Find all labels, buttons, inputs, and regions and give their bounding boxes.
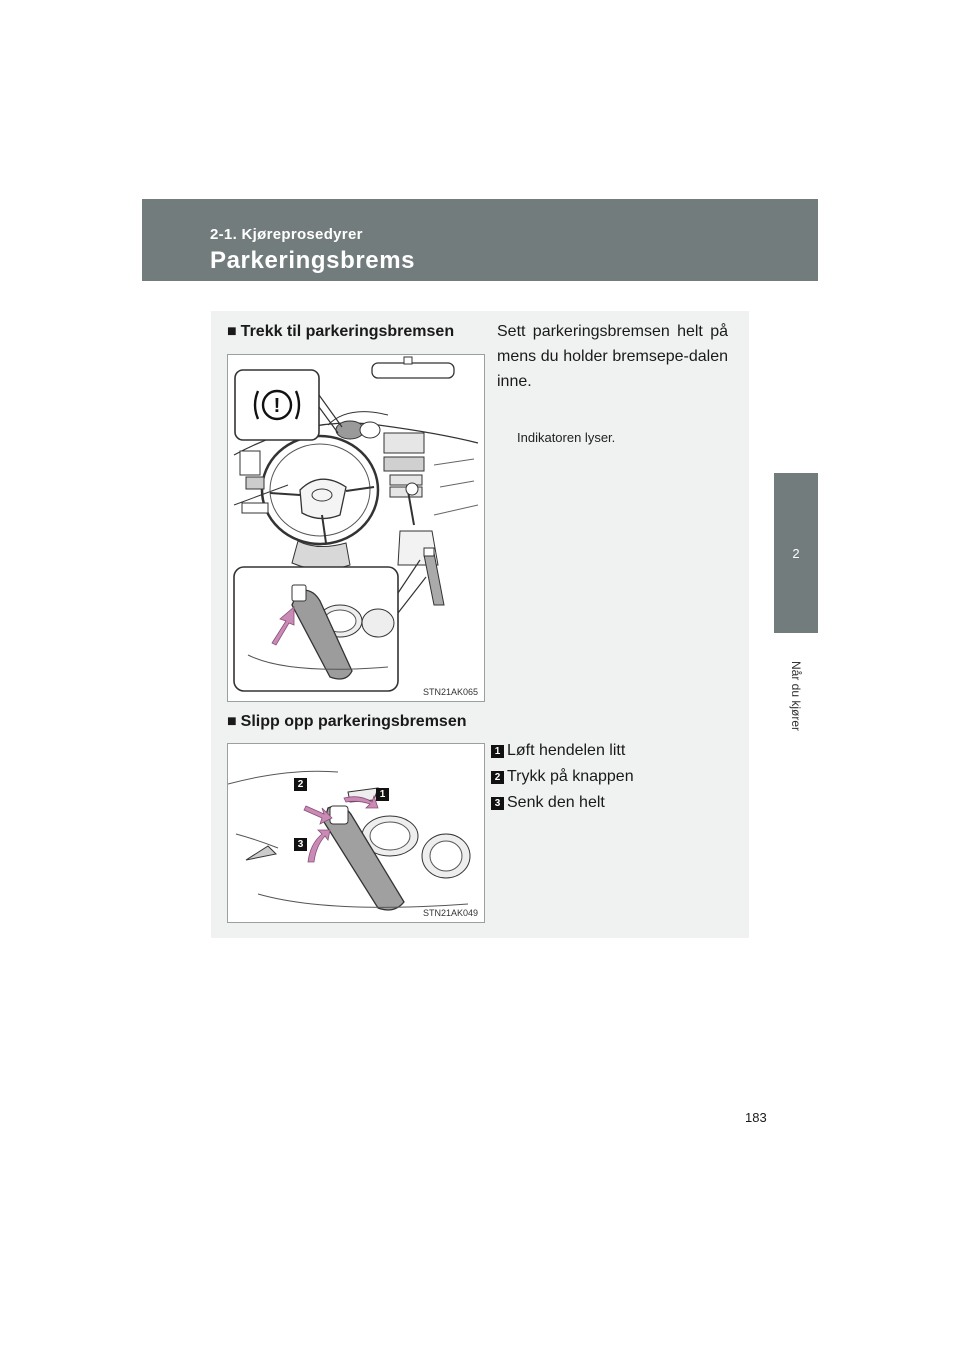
- step-number-badge: 3: [491, 797, 504, 810]
- release-step-1: [491, 740, 625, 762]
- section-label: 2-1. Kjøreprosedyrer: [210, 226, 363, 243]
- release-step-3: [491, 792, 605, 814]
- step-text: Trykk på knappen: [507, 768, 634, 785]
- apply-note: Indikatoren lyser.: [517, 430, 616, 445]
- callout-2: 2: [294, 778, 307, 791]
- step-text: Løft hendelen litt: [507, 742, 626, 759]
- release-heading-text: Slipp opp parkeringsbremsen: [240, 713, 467, 730]
- dashboard-illustration: [228, 355, 484, 701]
- release-illustration: [228, 744, 484, 922]
- page-number: 183: [745, 1110, 767, 1125]
- apply-heading: [227, 323, 454, 341]
- content-box: [211, 311, 749, 938]
- apply-figure: [227, 354, 485, 702]
- apply-figure-code: STN21AK065: [422, 687, 478, 697]
- release-figure: [227, 743, 485, 923]
- release-step-2: [491, 766, 634, 788]
- heading-square-icon: ■: [227, 713, 237, 730]
- callout-3: 3: [294, 838, 307, 851]
- warning-indicator-icon: !: [273, 395, 281, 417]
- release-figure-code: STN21AK049: [422, 908, 478, 918]
- step-text: Senk den helt: [507, 794, 605, 811]
- chapter-header: [142, 199, 818, 281]
- step-number-badge: 1: [491, 745, 504, 758]
- step-number-badge: 2: [491, 771, 504, 784]
- heading-square-icon: ■: [227, 323, 237, 340]
- chapter-label-text: Når du kjører: [789, 660, 803, 732]
- chapter-label: [786, 636, 806, 756]
- callout-1: 1: [376, 788, 389, 801]
- chapter-number: 2: [792, 545, 800, 561]
- page-title: Parkeringsbrems: [210, 247, 416, 274]
- release-heading: [227, 713, 467, 731]
- chapter-tab[interactable]: [774, 473, 818, 633]
- apply-instruction: Sett parkeringsbremsen helt på mens du holder bremsepe-dalen inne.: [497, 323, 728, 390]
- apply-heading-text: Trekk til parkeringsbremsen: [240, 323, 455, 340]
